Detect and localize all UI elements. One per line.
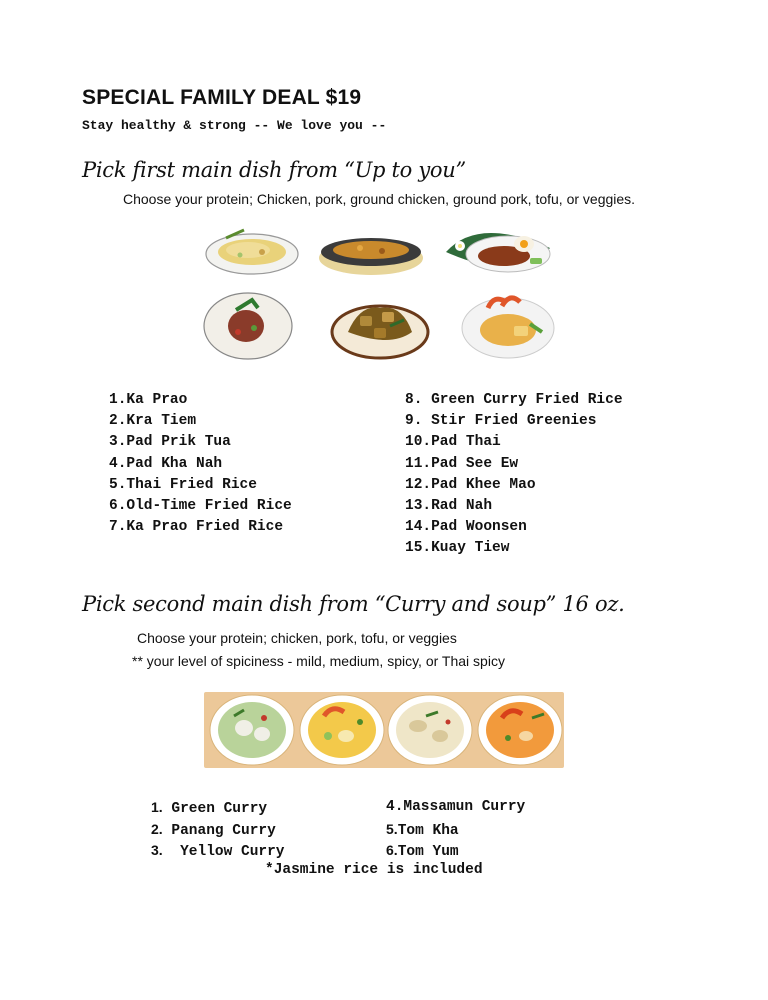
dish-photo-1 xyxy=(204,222,300,278)
rice-included-note: *Jasmine rice is included xyxy=(265,862,483,878)
dish-photo-5 xyxy=(330,298,430,360)
list-item: 7.Ka Prao Fried Rice xyxy=(109,519,284,536)
list-item: 1.Ka Prao xyxy=(109,392,188,408)
list-item: 10.Pad Thai xyxy=(405,434,501,451)
dish-list-left xyxy=(109,390,292,538)
tom-kha-bowl xyxy=(388,695,472,765)
green-curry-bowl xyxy=(210,695,294,765)
list-item: 4.Massamun Curry xyxy=(386,799,526,815)
list-item: 9. Stir Fried Greenies xyxy=(405,413,597,430)
list-item: 4.Pad Kha Nah xyxy=(109,455,223,472)
spice-level-note: ** your level of spiciness - mild, medium, spicy, or Thai spicy xyxy=(132,653,505,669)
page-title: SPECIAL FAMILY DEAL $19 xyxy=(82,86,362,109)
tom-yum-bowl xyxy=(478,695,562,765)
curry-banner xyxy=(204,692,564,768)
list-item: 15.Kuay Tiew xyxy=(405,540,510,557)
section1-protein-note: Choose your protein; Chicken, pork, ground chicken, ground pork, tofu, or veggies. xyxy=(123,191,636,207)
dish-photo-6 xyxy=(458,288,558,360)
section1-heading: Pick first main dish from “Up to you” xyxy=(82,158,466,182)
list-item: 3. Yellow Curry xyxy=(151,842,285,860)
dish-photos xyxy=(196,218,566,368)
list-item: 2.Kra Tiem xyxy=(109,413,197,430)
dish-photo-3 xyxy=(438,222,558,284)
list-item: 8. Green Curry Fried Rice xyxy=(405,392,623,408)
section2-heading: Pick second main dish from “Curry and soup” 16 oz. xyxy=(82,592,625,616)
list-item: 6.Old-Time Fried Rice xyxy=(109,497,292,514)
list-item: 3.Pad Prik Tua xyxy=(109,434,231,451)
tagline: Stay healthy & strong -- We love you -- xyxy=(82,118,387,133)
dish-photo-4 xyxy=(200,288,296,362)
dish-photo-2 xyxy=(316,226,426,278)
list-item: 11.Pad See Ew xyxy=(405,455,519,472)
list-item: 14.Pad Woonsen xyxy=(405,519,527,536)
section2-protein-note: Choose your protein; chicken, pork, tofu, or veggies xyxy=(137,630,457,646)
list-item: 6.Tom Yum xyxy=(386,842,459,860)
curry-bowls xyxy=(204,692,564,768)
list-item: 13.Rad Nah xyxy=(405,497,493,514)
list-item: 1. Green Curry xyxy=(151,799,268,817)
curry-list-right xyxy=(386,797,525,862)
curry-list-left xyxy=(151,797,285,862)
list-item: 5.Tom Kha xyxy=(386,820,459,839)
list-item: 2. Panang Curry xyxy=(151,820,276,839)
list-item: 5.Thai Fried Rice xyxy=(109,476,257,493)
dish-list-right xyxy=(405,390,623,560)
yellow-curry-bowl xyxy=(300,695,384,765)
list-item: 12.Pad Khee Mao xyxy=(405,476,536,493)
